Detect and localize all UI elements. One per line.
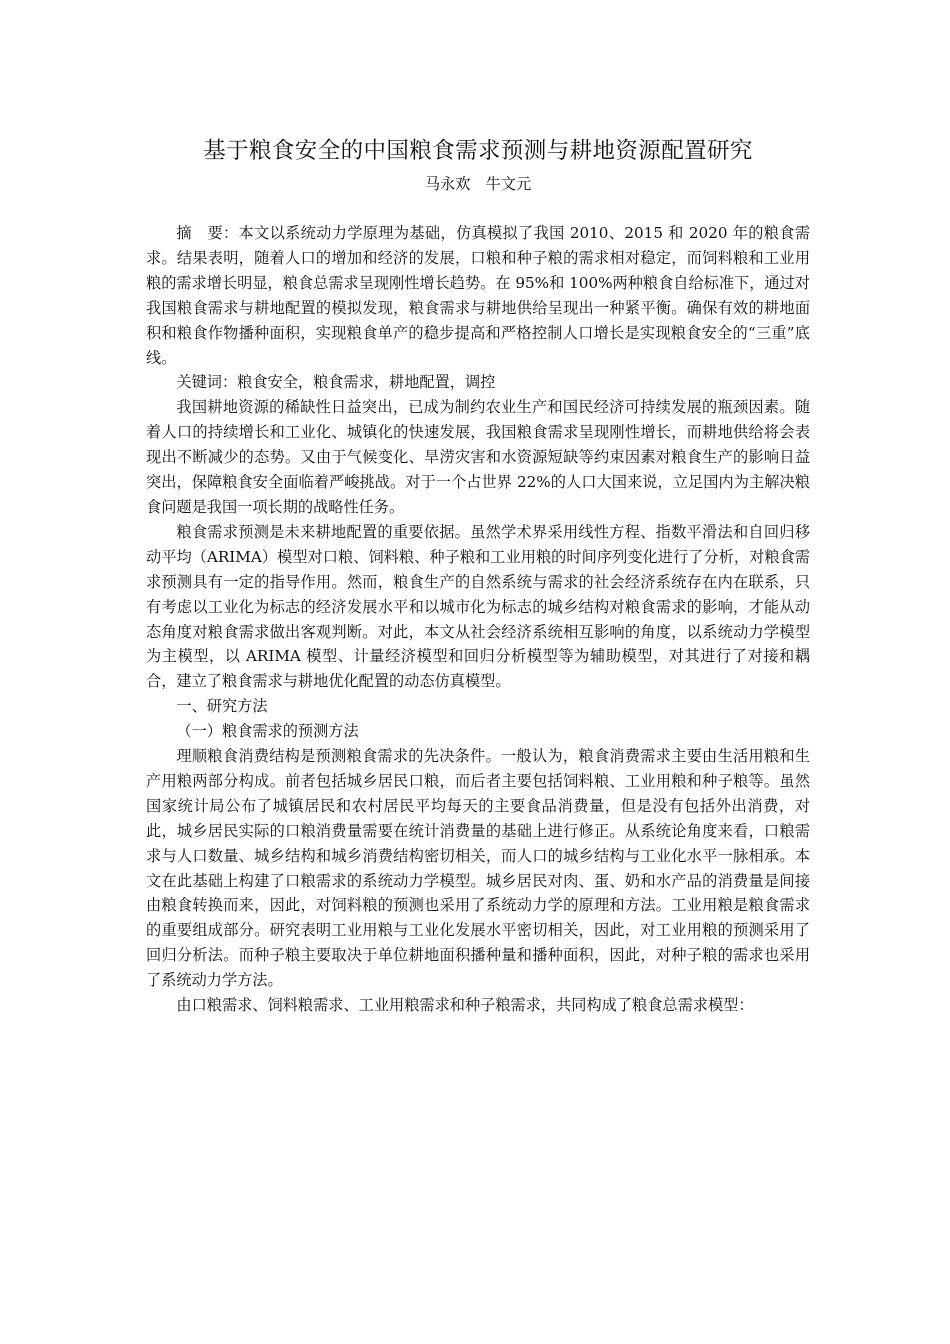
method-paragraph-2: 由口粮需求、饲料粮需求、工业用粮需求和种子粮需求，共同构成了粮食总需求模型： — [176, 996, 754, 1015]
paper-body — [146, 221, 810, 1018]
paper-title: 基于粮食安全的中国粮食需求预测与耕地资源配置研究 — [203, 138, 753, 164]
paper-page — [146, 133, 810, 1018]
subsection-heading-demand-forecast: （一）粮食需求的预测方法 — [176, 722, 359, 741]
paper-authors: 马永欢 牛文元 — [424, 175, 532, 193]
abstract-paragraph — [146, 221, 810, 370]
keywords-line: 关键词：粮食安全，粮食需求，耕地配置，调控 — [176, 373, 496, 392]
abstract-label: 摘 要： — [176, 224, 239, 242]
section-heading-research-methods: 一、研究方法 — [176, 697, 268, 716]
method-paragraph-1: 理顺粮食消费结构是预测粮食需求的先决条件。一般认为，粮食消费需求主要由生活用粮和生产用粮两部分构成。前者包括城乡居民口粮，而后者主要包括饲料粮、工业用粮和种子粮等。虽然国家统计局公布了城镇居民和农村居民平均每天的主要食品消费量，但是没有包括外出消费，对此，城乡居民实际的口粮消费量需要在统计消费量的基础上进行修正。从系统论角度来看，口粮需求与人口数量、城乡结构和城乡消费结构密切相关，而人口的城乡结构与工业化水平一脉相承。本文在此基础上构建了口粮需求的系统动力学模型。城乡居民对肉、蛋、奶和水产品的消费量是间接由粮食转换而来，因此，对饲料粮的预测也采用了系统动力学的原理和方法。工业用粮是粮食需求的重要组成部分。研究表明工业用粮与工业化发展水平密切相关，因此，对工业用粮的预测采用了回归分析法。而种子粮主要取决于单位耕地面积播种量和播种面积，因此，对种子粮的需求也采用了系统动力学方法。 — [146, 747, 810, 990]
abstract-text: 本文以系统动力学原理为基础，仿真模拟了我国 2010、2015 和 2020 年的粮食需求。结果表明，随着人口的增加和经济的发展，口粮和种子粮的需求相对稳定，而饲料粮和工业用粮的需求增长明显，粮食总需求呈现刚性增长趋势。在 95%和 100%两种粮食自给标准下，通过对我国粮食需求与耕地配置的模拟发现，粮食需求与耕地供给呈现出一种紧平衡。确保有效的耕地面积和粮食作物播种面积，实现粮食单产的稳步提高和严格控制人口增长是实现粮食安全的“三重”底线。 — [146, 224, 811, 367]
intro-paragraph-2: 粮食需求预测是未来耕地配置的重要依据。虽然学术界采用线性方程、指数平滑法和自回归移动平均（ARIMA）模型对口粮、饲料粮、种子粮和工业用粮的时间序列变化进行了分析，对粮食需求预测具有一定的指导作用。然而，粮食生产的自然系统与需求的社会经济系统存在内在联系，只有考虑以工业化为标志的经济发展水平和以城市化为标志的城乡结构对粮食需求的影响，才能从动态角度对粮食需求做出客观判断。对此，本文从社会经济系统相互影响的角度，以系统动力学模型为主模型，以 ARIMA 模型、计量经济模型和回归分析模型等为辅助模型，对其进行了对接和耦合，建立了粮食需求与耕地优化配置的动态仿真模型。 — [146, 522, 810, 691]
intro-paragraph-1: 我国耕地资源的稀缺性日益突出，已成为制约农业生产和国民经济可持续发展的瓶颈因素。随着人口的持续增长和工业化、城镇化的快速发展，我国粮食需求呈现刚性增长，而耕地供给将会表现出不断减少的态势。又由于气候变化、旱涝灾害和水资源短缺等约束因素对粮食生产的影响日益突出，保障粮食安全面临着严峻挑战。对于一个占世界 22%的人口大国来说，立足国内为主解决粮食问题是我国一项长期的战略性任务。 — [146, 398, 810, 516]
